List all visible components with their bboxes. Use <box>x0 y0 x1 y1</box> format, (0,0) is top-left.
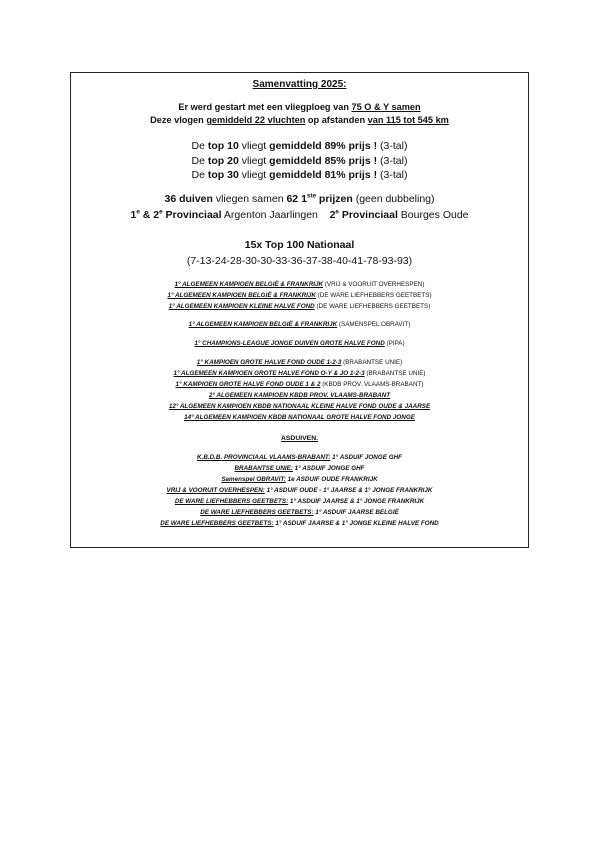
award-line: 14° ALGEMEEN KAMPIOEN KBDB NATIONAAL GROTE HALVE FOND JONGE <box>184 414 415 421</box>
award-line: 1° ALGEMEEN KAMPIOEN BELGIË & FRANKRIJK (VRIJ & VOORUIT OVERHESPEN) <box>174 281 425 288</box>
summary-title: Samenvatting 2025: <box>252 79 347 90</box>
asduif-line: DE WARE LIEFHEBBERS GEETBETS: 1° ASDUIF JAARSE & 1° JONGE KLEINE HALVE FOND <box>160 520 439 527</box>
award-line: 1° ALGEMEEN KAMPIOEN BELGIË & FRANKRIJK (DE WARE LIEFHEBBERS GEETBETS) <box>167 292 432 299</box>
asduif-line: Samenspel OBRAVIT: 1e ASDUIF OUDE FRANKRIJK <box>221 476 378 483</box>
summary-box <box>70 72 529 548</box>
award-line: 1° ALGEMEEN KAMPIOEN GROTE HALVE FOND O-Y & JO 1-2-3 (BRABANTSE UNIE) <box>173 370 426 377</box>
award-line: 12° ALGEMEEN KAMPIOEN KBDB NATIONAAL KLEINE HALVE FOND OUDE & JAARSE <box>168 403 431 410</box>
asduif-line: DE WARE LIEFHEBBERS GEETBETS: 1° ASDUIF JAARSE & 1° JONGE FRANKRIJK <box>174 498 425 505</box>
asduif-line: K.B.D.B. PROVINCIAAL VLAAMS-BRABANT: 1° ASDUIF JONGE GHF <box>197 454 402 461</box>
award-line: 1° CHAMPIONS-LEAGUE JONGE DUIVEN GROTE HALVE FOND (PIPA) <box>194 340 405 347</box>
provincial-results: 1e & 2e Provinciaal Argenton Jaarlingen 2e Provinciaal Bourges Oude <box>130 208 469 221</box>
asduif-line: BRABANTSE UNIE: 1° ASDUIF JONGE GHF <box>234 465 365 472</box>
award-line: 1° ALGEMEEN KAMPIOEN BELGIË & FRANKRIJK (SAMENSPEL OBRAVIT) <box>188 321 411 328</box>
award-line: 2° ALGEMEEN KAMPIOEN KBDB PROV. VLAAMS-BRABANT <box>208 392 391 399</box>
asduif-line: VRIJ & VOORUIT OVERHESPEN: 1° ASDUIF OUDE - 1° JAARSE & 1° JONGE FRANKRIJK <box>166 487 433 494</box>
stat-top10: De top 10 vliegt gemiddeld 89% prijs ! (3-tal) <box>191 140 408 152</box>
doves-first-prizes: 36 duiven vliegen samen 62 1ste prijzen (geen dubbeling) <box>164 192 435 205</box>
top100-ranks: (7-13-24-28-30-30-33-36-37-38-40-41-78-93-93) <box>186 255 413 267</box>
top100-title: 15x Top 100 Nationaal <box>244 239 355 251</box>
asduiven-heading: ASDUIVEN. <box>280 435 318 442</box>
intro-line-1: Er werd gestart met een vliegploeg van 75 O & Y samen <box>178 102 421 112</box>
award-line: 1° KAMPIOEN GROTE HALVE FOND OUDE 1 & 2 (KBDB PROV. VLAAMS-BRABANT) <box>175 381 424 388</box>
award-line: 1° ALGEMEEN KAMPIOEN KLEINE HALVE FOND (DE WARE LIEFHEBBERS GEETBETS) <box>168 303 431 310</box>
asduif-line: DE WARE LIEFHEBBERS GEETBETS: 1° ASDUIF JAARSE BELGIË <box>200 509 399 516</box>
stat-top20: De top 20 vliegt gemiddeld 85% prijs ! (3-tal) <box>191 155 408 167</box>
stat-top30: De top 30 vliegt gemiddeld 81% prijs ! (3-tal) <box>191 169 408 181</box>
intro-line-2: Deze vlogen gemiddeld 22 vluchten op afstanden van 115 tot 545 km <box>150 115 449 125</box>
award-line: 1° KAMPIOEN GROTE HALVE FOND OUDE 1-2-3 (BRABANTSE UNIE) <box>196 359 403 366</box>
